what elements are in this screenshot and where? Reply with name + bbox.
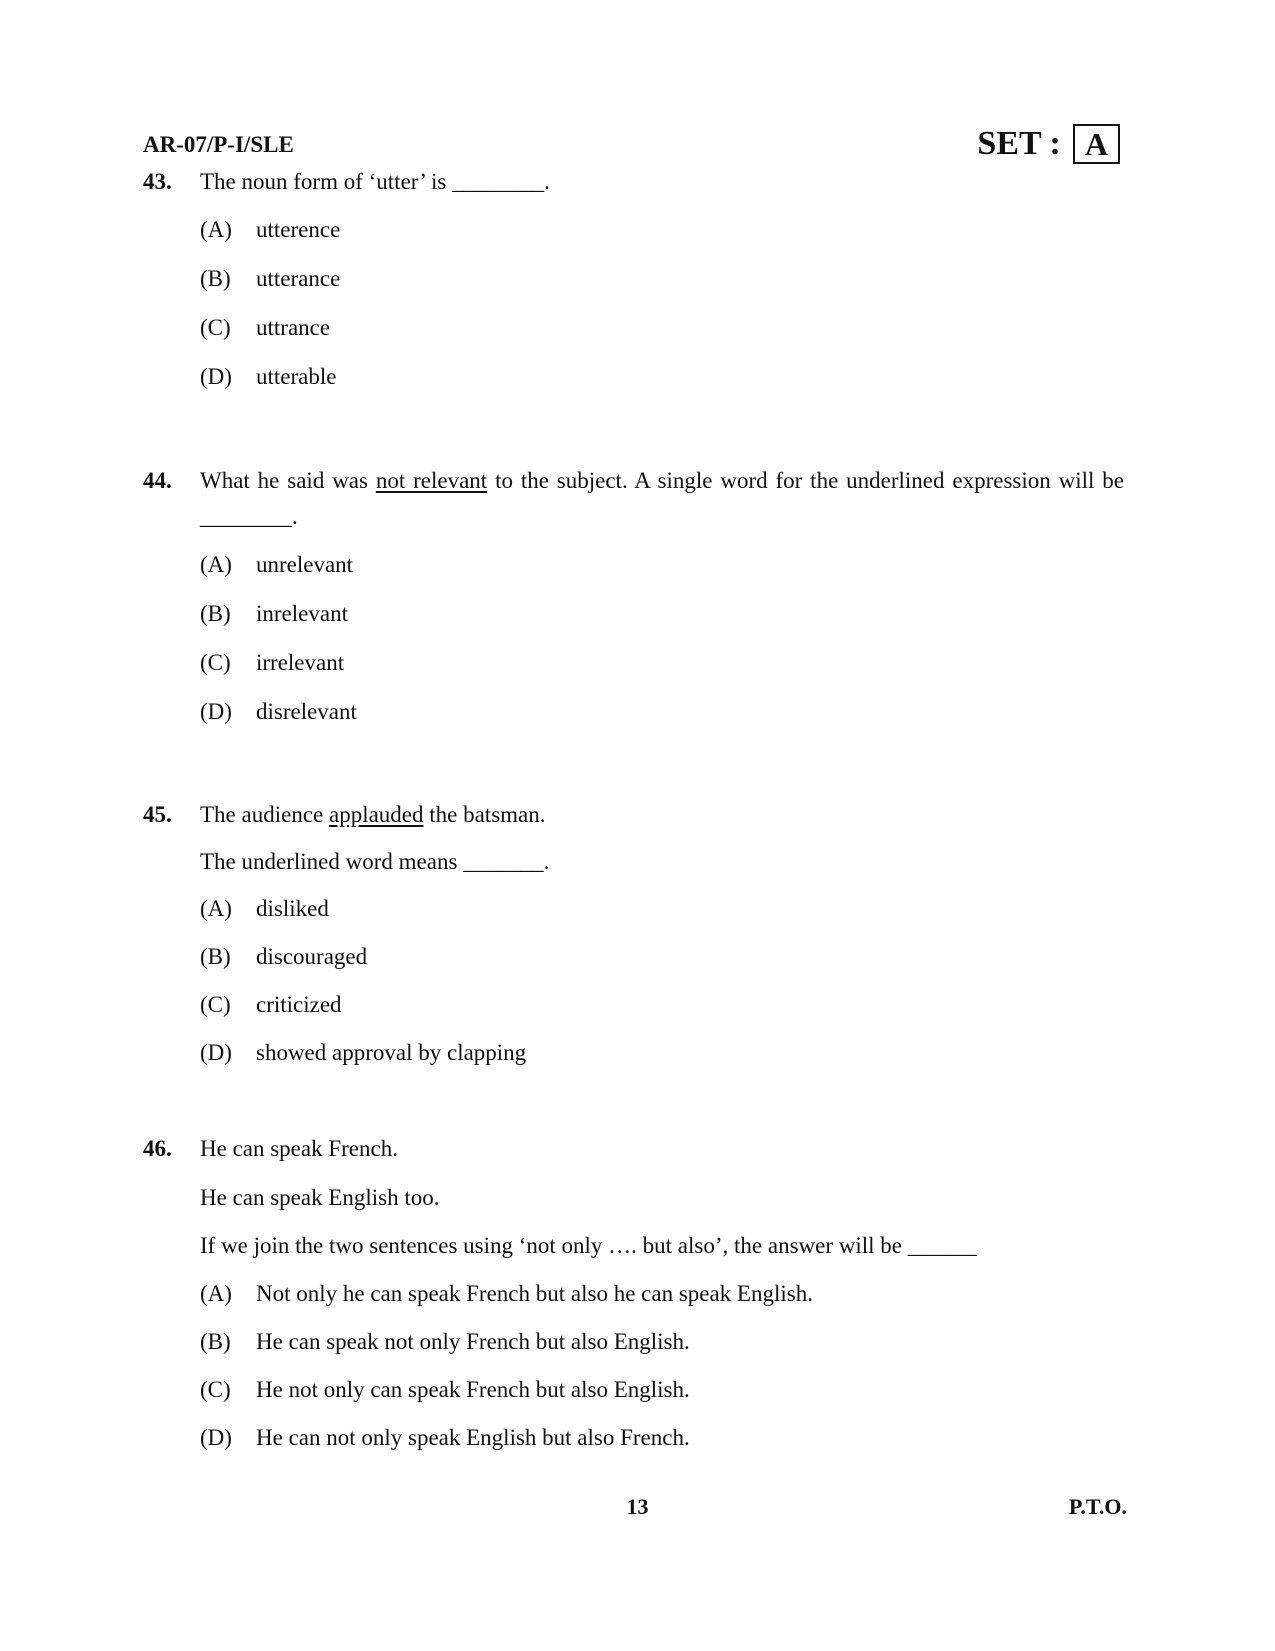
option-text: disrelevant bbox=[256, 699, 357, 724]
option-label: (C) bbox=[200, 650, 231, 675]
page-number: 13 bbox=[626, 1494, 649, 1519]
question-text-before: The audience bbox=[200, 802, 329, 827]
option-text: He not only can speak French but also English. bbox=[256, 1377, 690, 1402]
question-text bbox=[200, 797, 1124, 833]
option-a bbox=[200, 547, 353, 583]
option-label: (C) bbox=[200, 992, 231, 1017]
question-number: 44. bbox=[143, 468, 172, 493]
option-c bbox=[200, 987, 342, 1023]
option-label: (D) bbox=[200, 1425, 232, 1450]
question-text-after: the batsman. bbox=[423, 802, 546, 827]
question-number: 45. bbox=[143, 802, 172, 827]
underlined-word: applauded bbox=[328, 802, 424, 827]
set-indicator bbox=[977, 124, 1120, 164]
option-b bbox=[200, 939, 367, 975]
option-text: utterance bbox=[256, 266, 341, 291]
option-text: uttrance bbox=[256, 315, 331, 340]
question-text-before: What he said was bbox=[200, 468, 376, 493]
option-c bbox=[200, 1372, 690, 1408]
option-text: discouraged bbox=[256, 944, 368, 969]
option-label: (A) bbox=[200, 896, 232, 921]
option-label: (B) bbox=[200, 1329, 231, 1354]
option-label: (C) bbox=[200, 315, 231, 340]
question-44 bbox=[143, 463, 1124, 724]
question-46 bbox=[143, 1131, 1124, 1450]
question-line-2: He can speak English too. bbox=[200, 1185, 440, 1210]
option-b bbox=[200, 1324, 690, 1360]
question-line-3: If we join the two sentences using ‘not only …. but also’, the answer will be ______ bbox=[200, 1233, 977, 1258]
question-number: 46. bbox=[143, 1136, 172, 1161]
paper-code: AR-07/P-I/SLE bbox=[143, 132, 294, 157]
option-b bbox=[200, 261, 340, 297]
option-label: (A) bbox=[200, 1281, 232, 1306]
option-d bbox=[200, 1420, 690, 1456]
question-line-2: The underlined word means _______. bbox=[200, 849, 550, 874]
question-number: 43. bbox=[143, 169, 172, 194]
option-c bbox=[200, 310, 330, 346]
underlined-expression: not relevant bbox=[375, 468, 488, 493]
option-label: (A) bbox=[200, 552, 232, 577]
option-label: (C) bbox=[200, 1377, 231, 1402]
option-label: (B) bbox=[200, 266, 231, 291]
option-a bbox=[200, 891, 329, 927]
option-text: unrelevant bbox=[256, 552, 354, 577]
option-label: (B) bbox=[200, 944, 231, 969]
option-text: inrelevant bbox=[256, 601, 348, 626]
option-label: (D) bbox=[200, 364, 232, 389]
question-text: The noun form of ‘utter’ is ________. bbox=[200, 169, 550, 194]
option-text: utterence bbox=[256, 217, 341, 242]
option-c bbox=[200, 645, 344, 681]
option-text: Not only he can speak French but also he can speak English. bbox=[256, 1281, 813, 1306]
question-text-after: to the subject. A single word for the underlined expression will be ________. bbox=[200, 468, 1124, 529]
option-text: irrelevant bbox=[256, 650, 345, 675]
question-43 bbox=[143, 164, 1124, 389]
option-text: showed approval by clapping bbox=[256, 1040, 527, 1065]
pto-label: P.T.O. bbox=[1068, 1494, 1127, 1519]
option-text: criticized bbox=[256, 992, 342, 1017]
option-label: (D) bbox=[200, 699, 232, 724]
option-b bbox=[200, 596, 348, 632]
option-a bbox=[200, 1276, 813, 1312]
option-text: utterable bbox=[256, 364, 337, 389]
question-text bbox=[200, 463, 1124, 535]
option-label: (B) bbox=[200, 601, 231, 626]
option-text: disliked bbox=[256, 896, 329, 921]
option-text: He can speak not only French but also English. bbox=[256, 1329, 690, 1354]
option-text: He can not only speak English but also French. bbox=[256, 1425, 690, 1450]
option-a bbox=[200, 212, 340, 248]
option-label: (A) bbox=[200, 217, 232, 242]
option-label: (D) bbox=[200, 1040, 232, 1065]
set-box: A bbox=[1073, 124, 1120, 164]
option-d bbox=[200, 1035, 526, 1071]
option-d bbox=[200, 694, 357, 730]
set-label: SET : bbox=[977, 125, 1061, 162]
question-text: He can speak French. bbox=[200, 1136, 398, 1161]
question-45 bbox=[143, 797, 1124, 1065]
option-d bbox=[200, 359, 336, 395]
